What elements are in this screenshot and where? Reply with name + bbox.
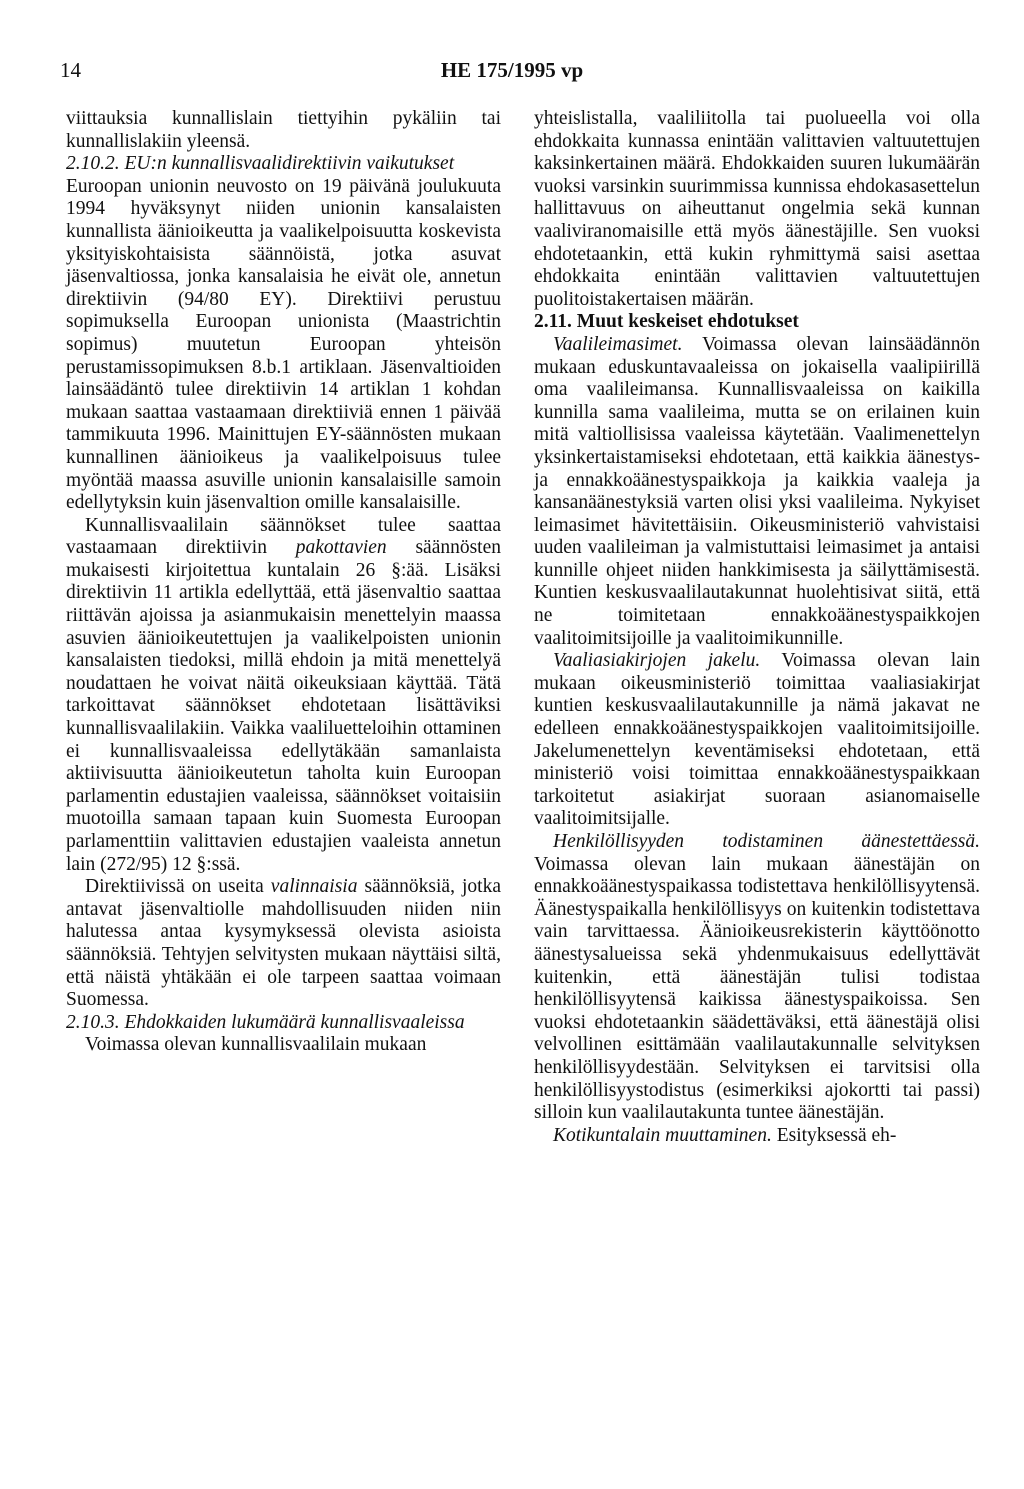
section-heading-2-10-3: 2.10.3. Ehdokkaiden lukumäärä kunnallisvaaleissa <box>66 1011 465 1033</box>
text-run: Esityksessä eh- <box>771 1124 897 1146</box>
text-run: säännöksiä, jotka antavat jäsenvaltiolle mahdollisuuden niiden niin halutessa antaa kysymyksessä olevista asioista säännöksiä. Tehtyjen selvitysten mukaan näyttäisi siltä, että näistä yhtäkään ei ole tarpeen saattaa voimaan Suomessa. <box>66 876 501 1011</box>
page-header <box>0 58 1024 88</box>
run-in-heading: Kotikuntalain muuttaminen. <box>553 1124 772 1146</box>
text-run: Direktiivissä on useita <box>85 876 271 898</box>
text-run: Voimassa olevan lain mukaan oikeusministeriö toimittaa vaaliasiakirjat kuntien keskusvaalilautakunnille ja nämä jakavat ne edelleen ennakkoäänestyspaikkojen vaalitoimitsijoille. Jakelumenettelyn keventämiseksi ehdotetaan, että ministeriö voisi toimittaa ennakkoäänestyspaikkaan tarkoitetut asiakirjat suoraan asianomaiselle vaalitoimitsijalle. <box>534 650 980 830</box>
run-in-heading: Vaalileimasimet. <box>553 333 683 355</box>
run-in-heading: Henkilöllisyyden todistaminen äänestettäessä. <box>553 831 980 852</box>
left-column <box>66 108 501 1057</box>
paragraph <box>534 334 980 650</box>
paragraph <box>534 1125 980 1148</box>
emphasis: pakottavien <box>295 537 387 559</box>
section-heading-2-10-2: 2.10.2. EU:n kunnallisvaalidirektiivin vaikutukset <box>66 153 455 175</box>
paragraph <box>534 650 980 831</box>
paragraph <box>66 515 501 877</box>
text-run: Voimassa olevan lain mukaan äänestäjän on ennakkoäänestyspaikassa todistettava henkilöllisyytensä. Äänestyspaikalla henkilöllisyys on kuitenkin todistettava vain tarvittaessa. Äänioikeusrekisterin käyttöönotto äänestysalueissa sekä yhdenmukaisuus edellyttävät kuitenkin, että äänestäjän tulisi todistaa henkilöllisyytensä kaikissa äänestyspaikoissa. Sen vuoksi ehdotetaankin säädettäväksi, että äänestäjä olisi velvollinen esittämään vaalilautakunnalle selvityksen henkilöllisyydestään. Selvityksen ei tarvitsisi olla henkilöllisyystodistus (esimerkiksi ajokortti tai passi) silloin kun vaalilautakunta tuntee äänestäjän. <box>534 853 980 1124</box>
paragraph: Voimassa olevan kunnallisvaalilain mukaan <box>85 1034 427 1056</box>
paragraph: Euroopan unionin neuvosto on 19 päivänä joulukuuta 1994 hyväksynyt niiden unionin kansalaisten kunnallista äänioikeutta ja vaalikelpoisuutta koskevista yksityiskohtaisista säännöistä, jotka asuvat jäsenvaltiossa, jonka kansalaisia he eivät ole, annetun direktiivin (94/80 EY). Direktiivi perustuu sopimuksella Euroopan unionista (Maastrichtin sopimus) muutetun Euroopan yhteisön perustamissopimuksen 8.b.1 artiklaan. Jäsenvaltioiden lainsäädäntö tulee direktiivin 14 artiklan 1 kohdan mukaan saattaa vastaamaan direktiiviä ennen 1 päivää tammikuuta 1996. Mainittujen EY-säännösten mukaan kunnallinen äänioikeus ja vaalikelpoisuus tulee myöntää maassa asuville unionin kansalaisille samoin edellytyksin kuin jäsenvaltion omille kansalaisille. <box>66 175 501 514</box>
section-heading-2-11: 2.11. Muut keskeiset ehdotukset <box>534 311 799 333</box>
paragraph: viittauksia kunnallislain tiettyihin pykäliin tai kunnallislakiin yleensä. <box>66 108 501 152</box>
document-code: HE 175/1995 vp <box>440 58 584 82</box>
right-column <box>534 108 980 1147</box>
paragraph <box>66 876 501 1012</box>
text-run: Voimassa olevan lainsäädännön mukaan eduskuntavaaleissa on jokaisella vaalipiirillä oma vaalileimansa. Kunnallisvaaleissa on kaikilla kunnilla sama vaalileima, mutta se on erilainen kuin mitä valtiollisissa vaaleissa käytetään. Vaalimenettelyn yksinkertaistamiseksi ehdotetaan, että kaikkia äänestys- ja ennakkoäänestyspaikkoja ja kaikkia vaaleja ja kansanäänestyksiä varten olisi yksi vaalileima. Nykyiset leimasimet hävitettäisiin. Oikeusministeriö vahvistaisi uuden vaalileiman ja valmistuttaisi leimasimet ja antaisi kunnille ohjeet niiden hankkimisesta ja säilyttämisestä. Kuntien keskusvaalilautakunnat huolehtisivat siitä, että ne toimitetaan ennakkoäänestyspaikkojen vaalitoimitsijoille ja vaalitoimikunnille. <box>534 333 980 649</box>
text-run: Kunnallisvaalilain säännökset tulee saattaa vastaamaan direktiivin <box>66 514 501 559</box>
paragraph <box>534 831 980 1125</box>
paragraph: yhteislistalla, vaaliliitolla tai puolueella voi olla ehdokkaita kunnassa enintään valittavien valtuutettujen kaksinkertainen määrä. Ehdokkaiden suuren lukumäärän vuoksi varsinkin suurimmissa kunnissa ehdokasasettelun hallittavuus on aiheuttanut ongelmia sekä kunnan vaaliviranomaisille että myös äänestäjille. Sen vuoksi ehdotetaankin, että kukin ryhmittymä saisi asettaa ehdokkaita enintään valittavien valtuutettujen puolitoistakertaisen määrän. <box>534 108 980 310</box>
page-number: 14 <box>60 58 81 82</box>
run-in-heading: Vaaliasiakirjojen jakelu. <box>553 650 761 672</box>
emphasis: valinnaisia <box>270 876 358 898</box>
text-run: säännösten mukaisesti kirjoitettua kuntalain 26 §:ää. Lisäksi direktiivin 11 artikla edellyttää, että jäsenvaltio saattaa riittävän ajoissa ja asianmukaisin menettelyin maassa asuvien äänioikeutettujen ja vaalikelpoisten unionin kansalaisten tiedoksi, millä ehdoin ja mitä menettelyä noudattaen he voivat näitä oikeuksiaan käyttää. Tätä tarkoittavat säännökset ehdotetaan lisättäviksi kunnallisvaalilakiin. Vaikka vaaliluetteloihin ottaminen ei kunnallisvaaleissa edellytäkään samanlaista aktiivisuutta äänioikeutetun taholta kuin Euroopan parlamentin edustajien vaaleissa, säännökset voitaisiin muotoilla samaan tapaan kuin Suomesta Euroopan parlamenttiin valittavien edustajien vaaleista annetun lain (272/95) 12 §:ssä. <box>66 537 502 875</box>
